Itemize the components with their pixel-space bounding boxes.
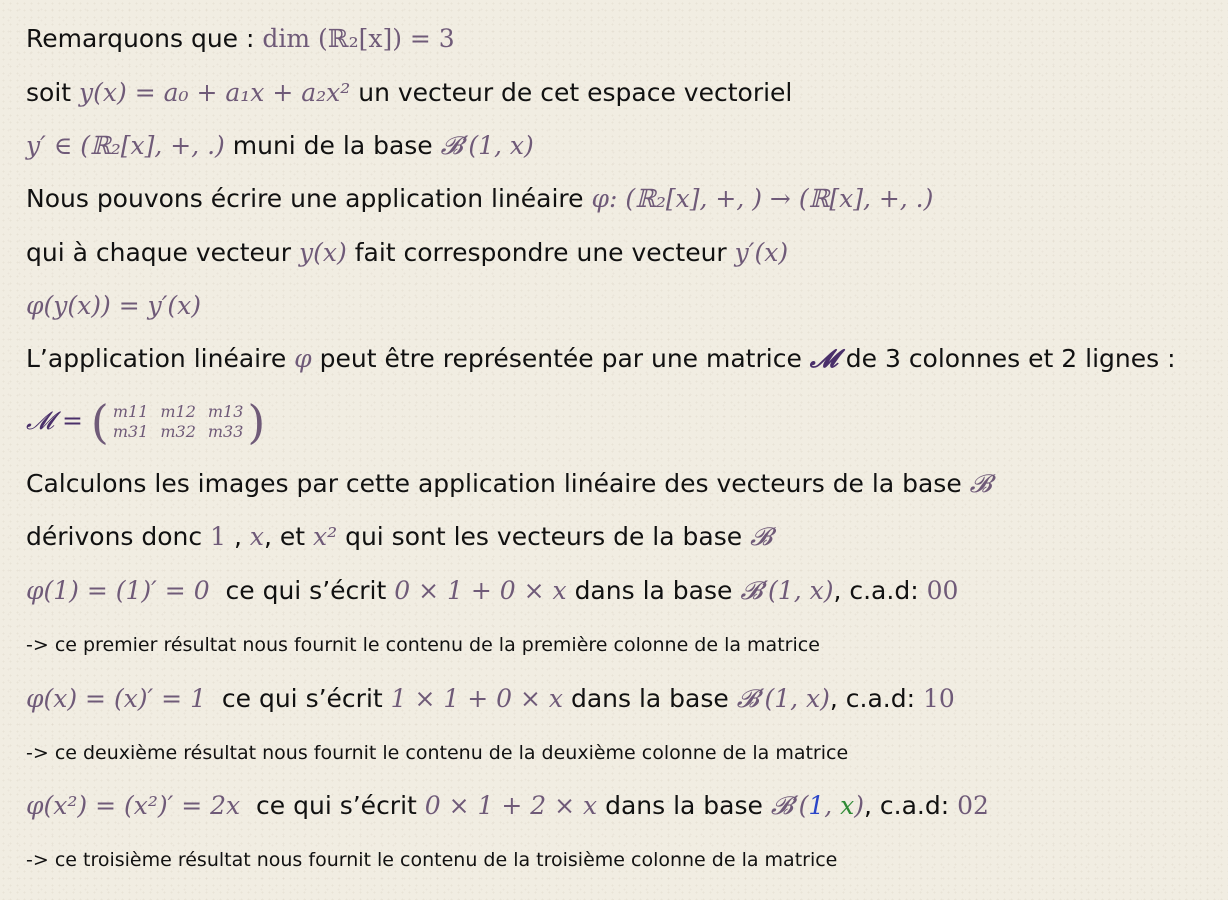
line-phi-x [26, 682, 955, 716]
math-phi-equation: φ(y(x)) = y′(x) [26, 291, 201, 320]
math-combination: 0 × 1 + 2 × x [424, 791, 598, 820]
matrix-grid [113, 402, 244, 442]
line-linear-map [26, 182, 933, 216]
matrix-cell: m13 [207, 402, 244, 421]
math-phi: φ [294, 344, 312, 373]
matrix [90, 395, 266, 449]
text: Nous pouvons écrire une application linéaire [26, 184, 584, 213]
math-result: 00 [926, 576, 959, 605]
text: L’application linéaire [26, 344, 287, 373]
text: dérivons donc [26, 522, 203, 551]
math-basis: 𝓑 [969, 469, 992, 498]
text: -> ce troisième résultat nous fournit le contenu de la troisième colonne de la matrice [26, 849, 838, 871]
matrix-cell: m11 [112, 402, 149, 421]
math-basis-prime: 𝓑′(1, x) [740, 576, 834, 605]
math-phi-x-squared: φ(x²) = (x²)′ = 2x [26, 791, 241, 820]
math-phi-one: φ(1) = (1)′ = 0 [26, 576, 210, 605]
text: dans la base [570, 684, 729, 713]
math-combination: 0 × 1 + 0 × x [394, 576, 567, 605]
text: ce qui s’écrit [221, 684, 383, 713]
text: , c.a.d: [833, 576, 919, 605]
basis-open: 𝓑′( [770, 791, 809, 820]
line-phi-x-squared [26, 789, 989, 823]
basis-close: ) [854, 791, 865, 820]
line-dimension [26, 22, 455, 56]
matrix-cell: m12 [160, 402, 196, 421]
text: un vecteur de cet espace vectoriel [358, 78, 793, 107]
math-phi-x: φ(x) = (x)′ = 1 [26, 684, 206, 713]
math-polynomial: y(x) = a₀ + a₁x + a₂x² [79, 78, 351, 107]
left-paren: ( [90, 395, 109, 449]
text: soit [26, 78, 72, 107]
math-matrix-symbol: 𝓜 [809, 344, 838, 373]
text: de 3 colonnes et 2 lignes : [845, 344, 1176, 373]
text: , [233, 522, 242, 551]
math-x: x [249, 522, 264, 551]
line-correspondence [26, 236, 788, 270]
text: dans la base [574, 576, 733, 605]
line-phi-one [26, 574, 958, 608]
text: , et [263, 522, 306, 551]
line-vector-definition [26, 76, 792, 110]
text: qui sont les vecteurs de la base [345, 522, 743, 551]
line-compute-images [26, 467, 992, 501]
text: Calculons les images par cette application linéaire des vecteurs de la base [26, 469, 962, 498]
math-basis: 𝓑′(1, x) [440, 131, 534, 160]
math-combination: 1 × 1 + 0 × x [390, 684, 563, 713]
line-matrix [26, 395, 266, 449]
text: Remarquons que : [26, 24, 255, 53]
text: -> ce deuxième résultat nous fournit le contenu de la deuxième colonne de la matrice [26, 742, 849, 764]
math-result: 02 [957, 791, 989, 820]
math-space: y′ ∈ (ℝ₂[x], +, .) [26, 131, 225, 160]
matrix-cell: m33 [207, 422, 244, 441]
text: peut être représentée par une matrice [319, 344, 802, 373]
math-dimension: dim (ℝ₂[x]) = 3 [262, 24, 455, 53]
line-phi-equation [26, 289, 201, 323]
math-x-squared: x² [313, 522, 338, 551]
math-one: 1 [210, 522, 226, 551]
line-note-third [26, 847, 837, 873]
text: , c.a.d: [829, 684, 916, 713]
line-derivative-space [26, 129, 534, 163]
text: fait correspondre une vecteur [354, 238, 727, 267]
math-map: φ: (ℝ₂[x], +, ) → (ℝ[x], +, .) [591, 184, 934, 213]
line-derive-basis [26, 520, 772, 554]
basis-x: x [840, 791, 855, 820]
line-matrix-intro [26, 342, 1176, 376]
math-y: y(x) [299, 238, 347, 267]
matrix-cell: m32 [160, 422, 196, 441]
text: -> ce premier résultat nous fournit le contenu de la première colonne de la matrice [26, 634, 820, 656]
basis-comma: , [824, 791, 841, 820]
text: qui à chaque vecteur [26, 238, 292, 267]
math-basis-prime: 𝓑′(1, x) [736, 684, 830, 713]
math-result: 10 [922, 684, 955, 713]
math-matrix-lhs: 𝓜 = [26, 406, 83, 435]
math-basis-prime [771, 791, 864, 820]
right-paren: ) [247, 395, 266, 449]
basis-one: 1 [808, 791, 825, 820]
matrix-cell: m31 [112, 422, 149, 441]
math-basis: 𝓑 [750, 522, 773, 551]
math-yprime: y′(x) [734, 238, 789, 267]
text: muni de la base [232, 131, 433, 160]
line-note-first [26, 632, 820, 658]
text: ce qui s’écrit [256, 791, 417, 820]
text: , c.a.d: [864, 791, 950, 820]
text: ce qui s’écrit [225, 576, 387, 605]
line-note-second [26, 740, 848, 766]
text: dans la base [605, 791, 763, 820]
